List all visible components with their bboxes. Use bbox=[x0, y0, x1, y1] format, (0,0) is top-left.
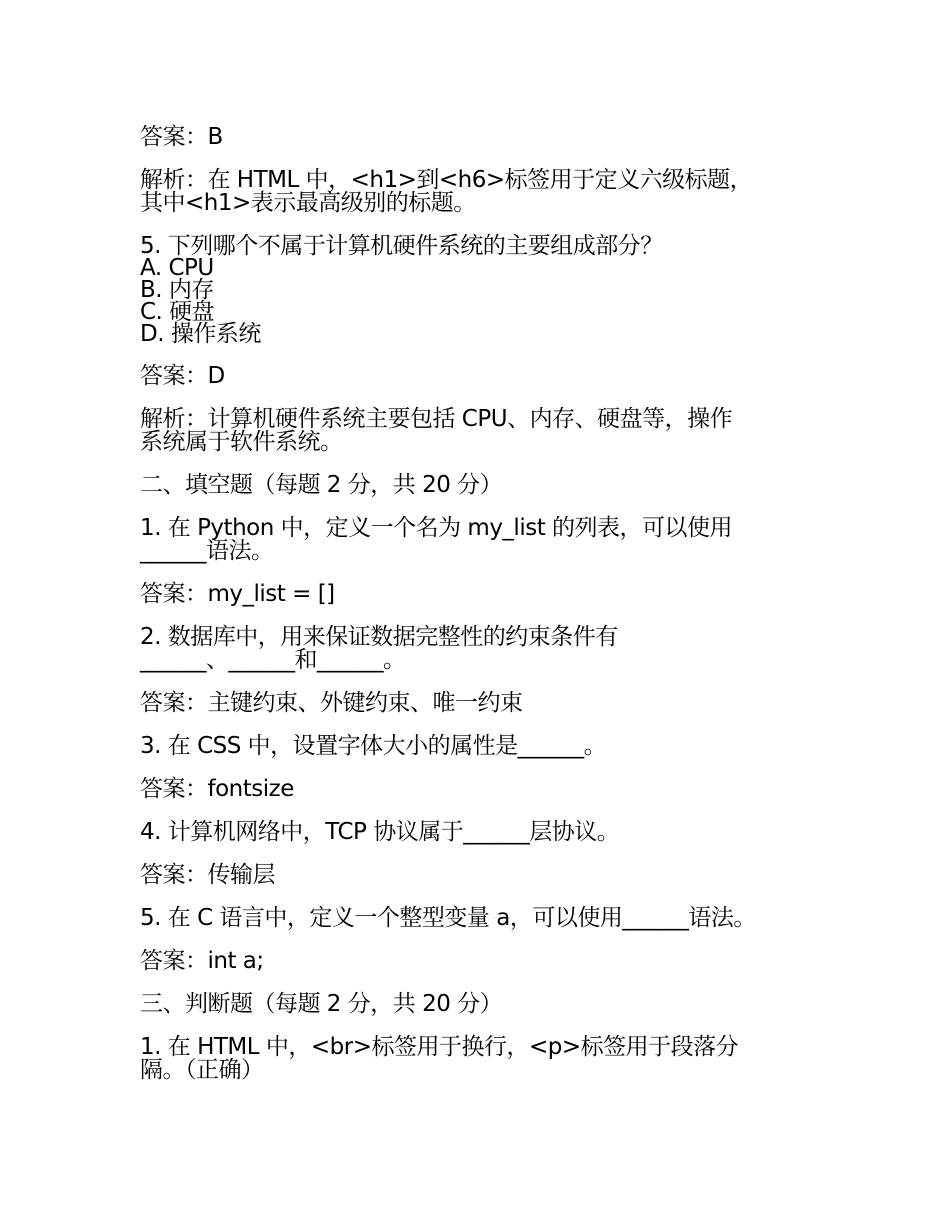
fill-question-3 bbox=[140, 735, 810, 758]
text-line: 答案：主键约束、外键约束、唯一约束 bbox=[140, 690, 523, 716]
text-line: 解析：在 HTML 中，<h1>到<h6>标签用于定义六级标题， bbox=[140, 167, 753, 193]
text-line: 5. 在 C 语言中，定义一个整型变量 a，可以使用______语法。 bbox=[140, 905, 756, 931]
option-d: D. 操作系统 bbox=[140, 321, 261, 347]
text-line: 答案：int a; bbox=[140, 948, 264, 974]
fill-answer-4 bbox=[140, 864, 810, 887]
fill-question-5 bbox=[140, 907, 810, 930]
text-line: 系统属于软件系统。 bbox=[140, 429, 343, 455]
option-c: C. 硬盘 bbox=[140, 299, 215, 325]
fill-answer-2 bbox=[140, 692, 810, 715]
fill-answer-1 bbox=[140, 583, 810, 606]
text-line: 隔。（正确） bbox=[140, 1057, 264, 1083]
section-title: 二、填空题（每题 2 分，共 20 分） bbox=[140, 472, 503, 498]
text-line: 1. 在 HTML 中，<br>标签用于换行，<p>标签用于段落分 bbox=[140, 1034, 739, 1060]
answer-q5-single bbox=[140, 365, 810, 388]
option-b: B. 内存 bbox=[140, 277, 214, 303]
text-line: 答案：B bbox=[140, 124, 223, 150]
fill-question-4 bbox=[140, 821, 810, 844]
section-heading-fill-in bbox=[140, 474, 810, 497]
option-a: A. CPU bbox=[140, 255, 214, 281]
text-line: 答案：fontsize bbox=[140, 776, 294, 802]
fill-answer-5 bbox=[140, 950, 810, 973]
question-5-single-choice bbox=[140, 235, 810, 345]
question-stem: 5. 下列哪个不属于计算机硬件系统的主要组成部分？ bbox=[140, 233, 663, 259]
explanation-q5-single bbox=[140, 408, 810, 454]
text-line: 3. 在 CSS 中，设置字体大小的属性是______。 bbox=[140, 733, 607, 759]
fill-question-1 bbox=[140, 517, 810, 563]
explanation-q4-single bbox=[140, 169, 810, 215]
text-line: 解析：计算机硬件系统主要包括 CPU、内存、硬盘等，操作 bbox=[140, 406, 733, 432]
answer-q4-single bbox=[140, 126, 810, 149]
text-line: 1. 在 Python 中，定义一个名为 my_list 的列表，可以使用 bbox=[140, 515, 733, 541]
text-line: 4. 计算机网络中，TCP 协议属于______层协议。 bbox=[140, 819, 620, 845]
text-line: 其中<h1>表示最高级别的标题。 bbox=[140, 190, 476, 216]
text-line: 答案：my_list = [] bbox=[140, 581, 335, 607]
text-line: 答案：D bbox=[140, 363, 225, 389]
text-line: ______、______和______。 bbox=[140, 647, 406, 673]
section-heading-true-false bbox=[140, 993, 810, 1016]
true-false-question-1 bbox=[140, 1036, 810, 1082]
document-body bbox=[140, 126, 810, 1102]
fill-answer-3 bbox=[140, 778, 810, 801]
text-line: 2. 数据库中，用来保证数据完整性的约束条件有 bbox=[140, 624, 618, 650]
section-title: 三、判断题（每题 2 分，共 20 分） bbox=[140, 991, 503, 1017]
fill-question-2 bbox=[140, 626, 810, 672]
text-line: ______语法。 bbox=[140, 538, 274, 564]
text-line: 答案：传输层 bbox=[140, 862, 275, 888]
